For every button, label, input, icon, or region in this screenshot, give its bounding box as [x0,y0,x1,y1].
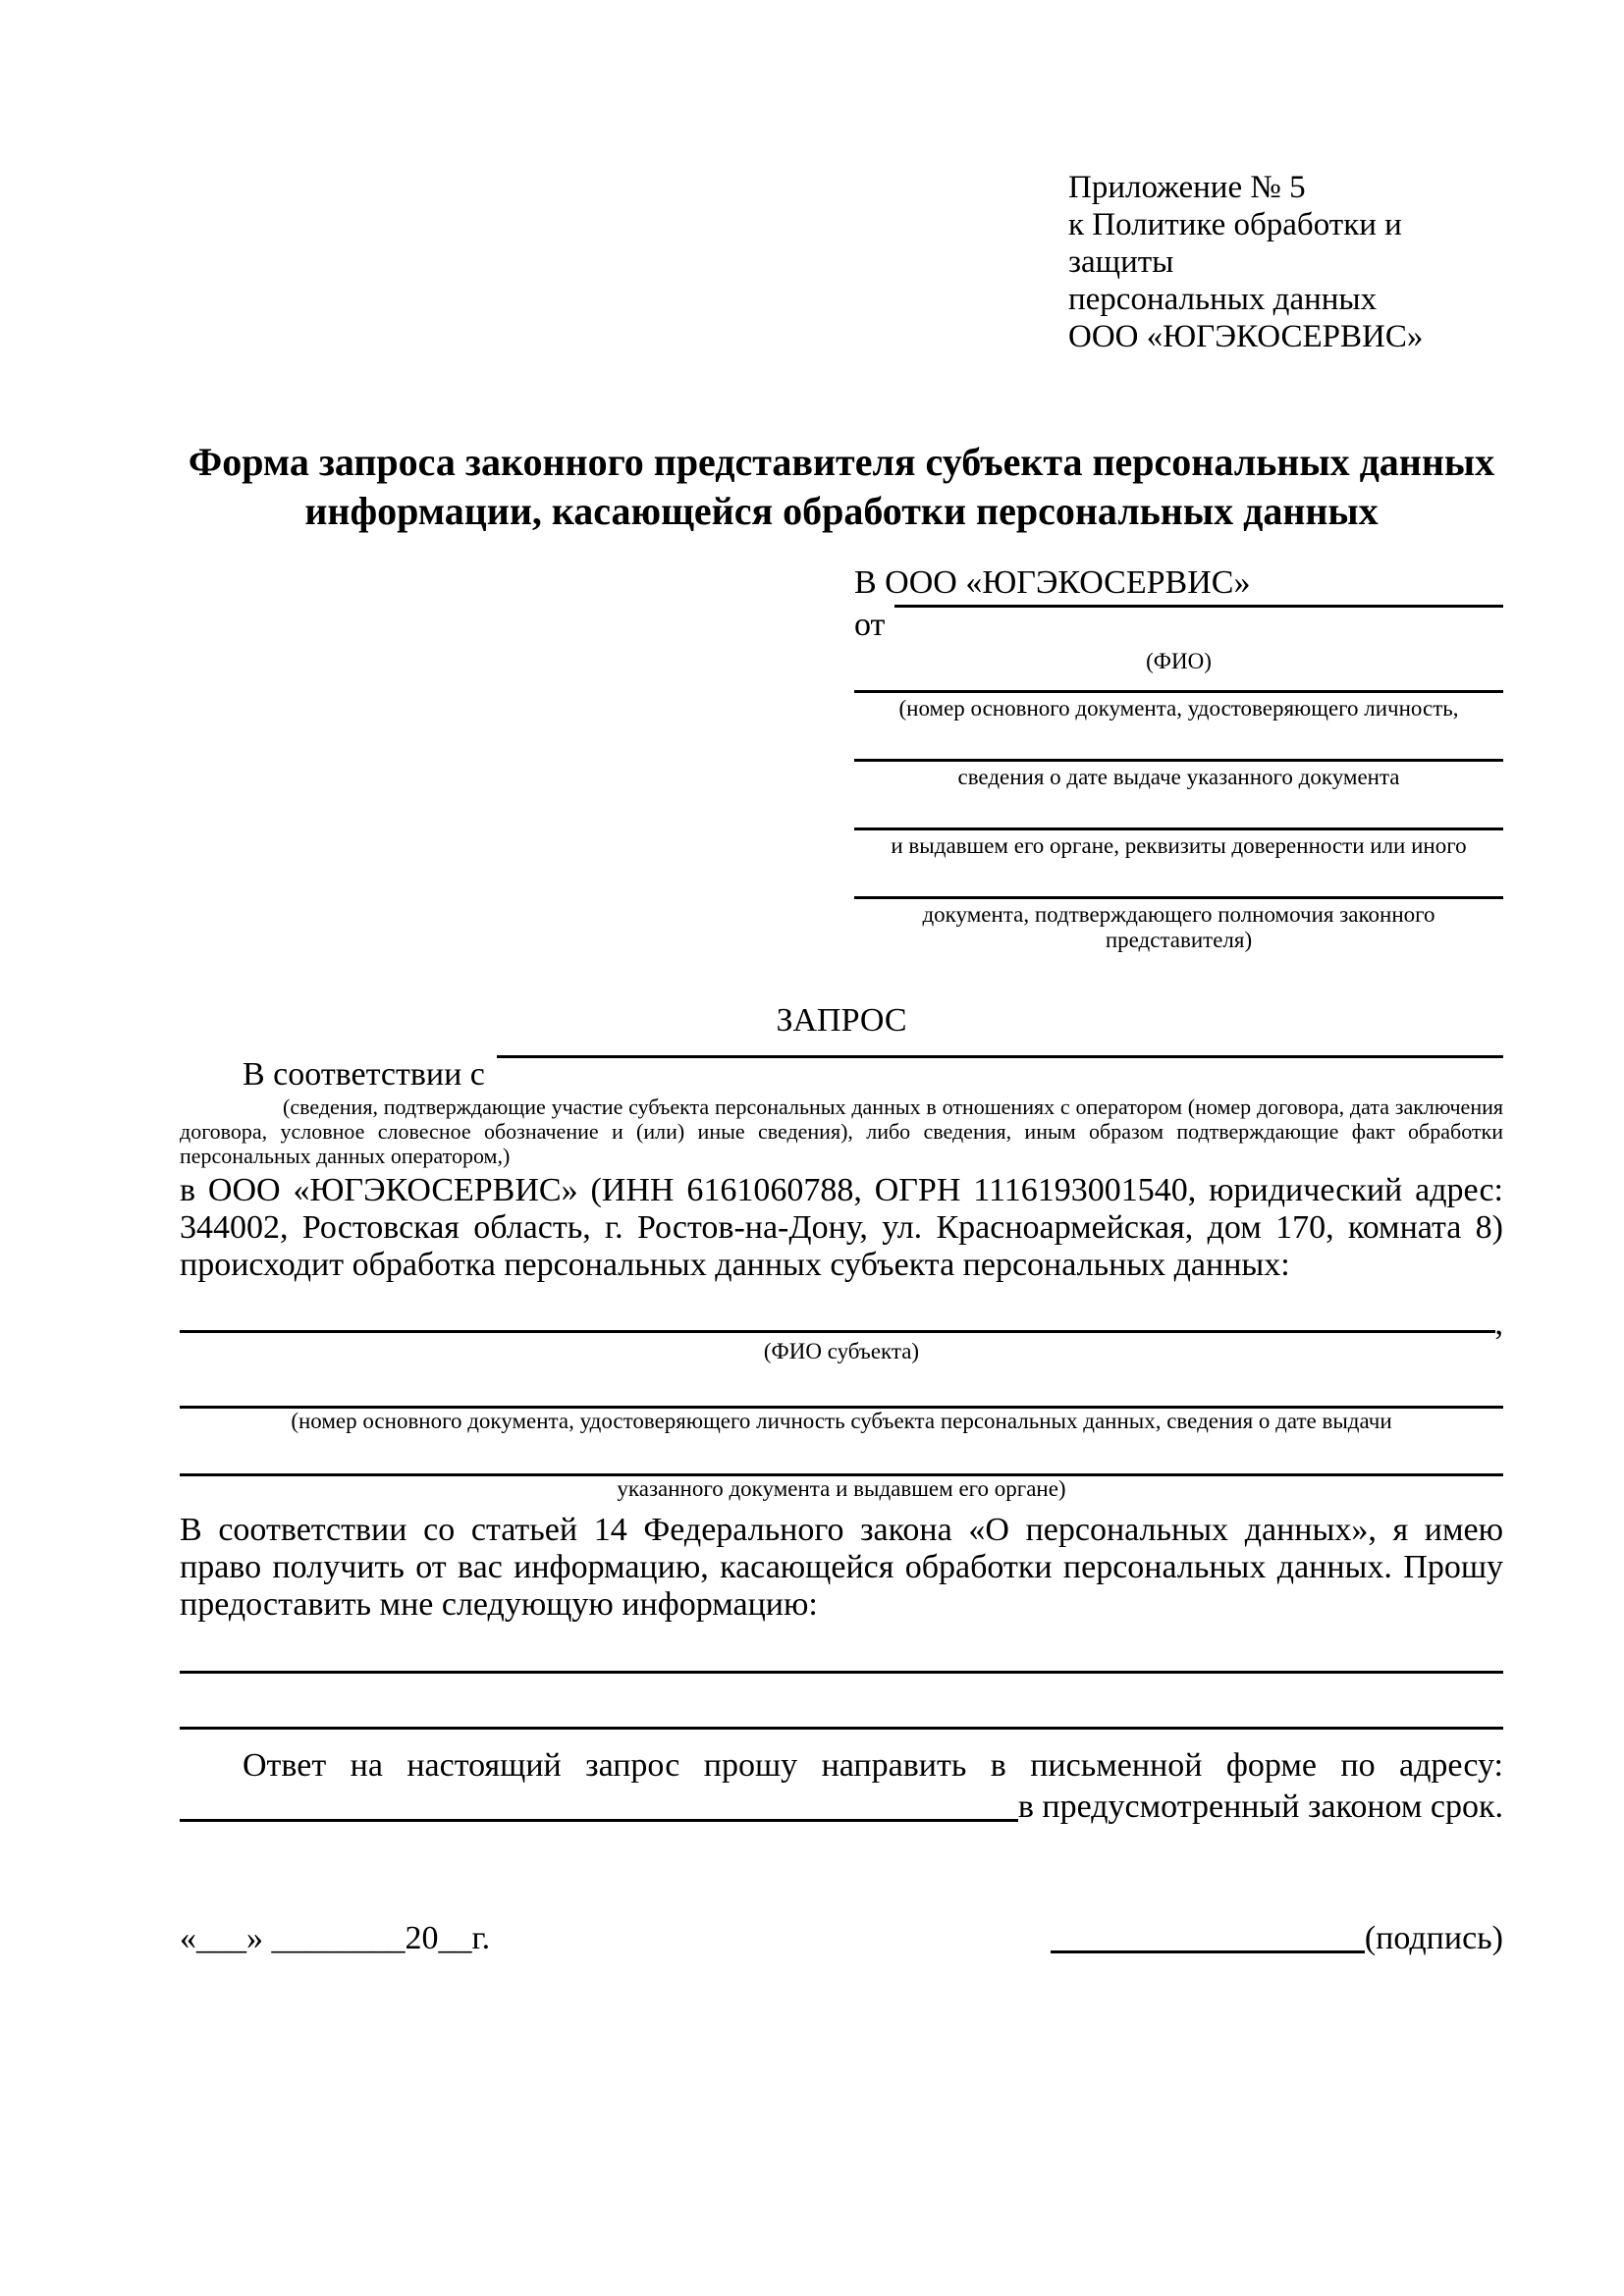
document-title-line-2: информации, касающейся обработки персональных данных [304,489,1379,533]
subject-fio-blank-line [180,1330,1495,1333]
reply-address-line: Ответ на настоящий запрос прошу направить в письменной форме по адресу: [243,1747,1503,1784]
fio-caption: (ФИО) [1146,649,1212,673]
doc-number-blank-line [854,690,1503,693]
document-title-line-1: Форма запроса законного представителя субъекта персональных данных [188,440,1495,484]
issue-date-blank-line [854,759,1503,762]
authority-document-blank-line [854,896,1503,899]
reply-address-row [180,1787,1503,1828]
basis-fine-print: (сведения, подтверждающие участие субъекта персональных данных в отношениях с оператором (номер договора, дата заключения договора, условное словесное обозначение и (или) иные сведения), либо сведения, иным образом подтверждающие факт обработки персональных данных оператором,) [180,1095,1503,1168]
addressee-to: В ООО «ЮГЭКОСЕРВИС» [854,564,1251,601]
signature-caption: (подпись) [1364,1920,1503,1956]
reply-address-blank-line [180,1819,1018,1822]
reply-deadline-text: в предусмотренный законом срок. [1017,1789,1503,1825]
fio-blank-line [894,605,1503,608]
document-title [180,438,1503,536]
authority-document-caption: документа, подтверждающего полномочия законного представителя) [922,902,1435,952]
issuing-authority-blank-line [854,828,1503,830]
issuing-authority-caption: и выдавшем его органе, реквизиты доверенности или иного [891,833,1467,858]
basis-row [180,1055,1503,1095]
appendix-header-line: персональных данных [1068,282,1378,317]
from-label: от [854,607,886,643]
subject-fio-comma: , [1494,1306,1503,1342]
subject-doc-caption-2: указанного документа и выдавшем его органе) [617,1476,1066,1501]
date-signature-row [180,1918,1503,1959]
doc-number-caption: (номер основного документа, удостоверяющего личность, [898,696,1459,721]
subject-fio-row [180,1306,1503,1342]
appendix-header-line: к Политике обработки и защиты [1068,207,1402,280]
operator-paragraph: в ООО «ЮГЭКОСЕРВИС» (ИНН 6161060788, ОГРН 1116193001540, юридический адрес: 344002, Ростовская область, г. Ростов-на-Дону, ул. Красноармейская, дом 170, комната 8) происходит обработка персональных данных субъекта персональных данных: [180,1172,1503,1283]
addressee-from-row [854,605,1503,646]
appendix-header-line: Приложение № 5 [1068,170,1306,205]
rights-paragraph: В соответствии со статьей 14 Федерального закона «О персональных данных», я имею право получить от вас информацию, касающейся обработки персональных данных. Прошу предоставить мне следующую информацию: [180,1512,1503,1623]
appendix-header-line: ООО «ЮГЭКОСЕРВИС» [1068,319,1424,354]
request-heading: ЗАПРОС [776,1002,907,1039]
subject-fio-caption: (ФИО субъекта) [763,1339,920,1363]
appendix-header [1068,169,1503,355]
basis-label: В соответствии с [243,1056,485,1093]
document-content [180,0,1503,1959]
requested-info-blank-line-2 [180,1727,1503,1730]
date-field: «___» ________20__г. [180,1920,491,1956]
basis-blank-line [497,1055,1503,1058]
addressee-block [854,561,1503,953]
issue-date-caption: сведения о дате выдаче указанного документа [957,765,1400,789]
signature-block [1051,1918,1503,1959]
signature-blank-line [1051,1950,1365,1953]
requested-info-blank-line-1 [180,1671,1503,1674]
subject-doc-caption-1: (номер основного документа, удостоверяющего личность субъекта персональных данных, сведения о дате выдачи [291,1409,1392,1433]
